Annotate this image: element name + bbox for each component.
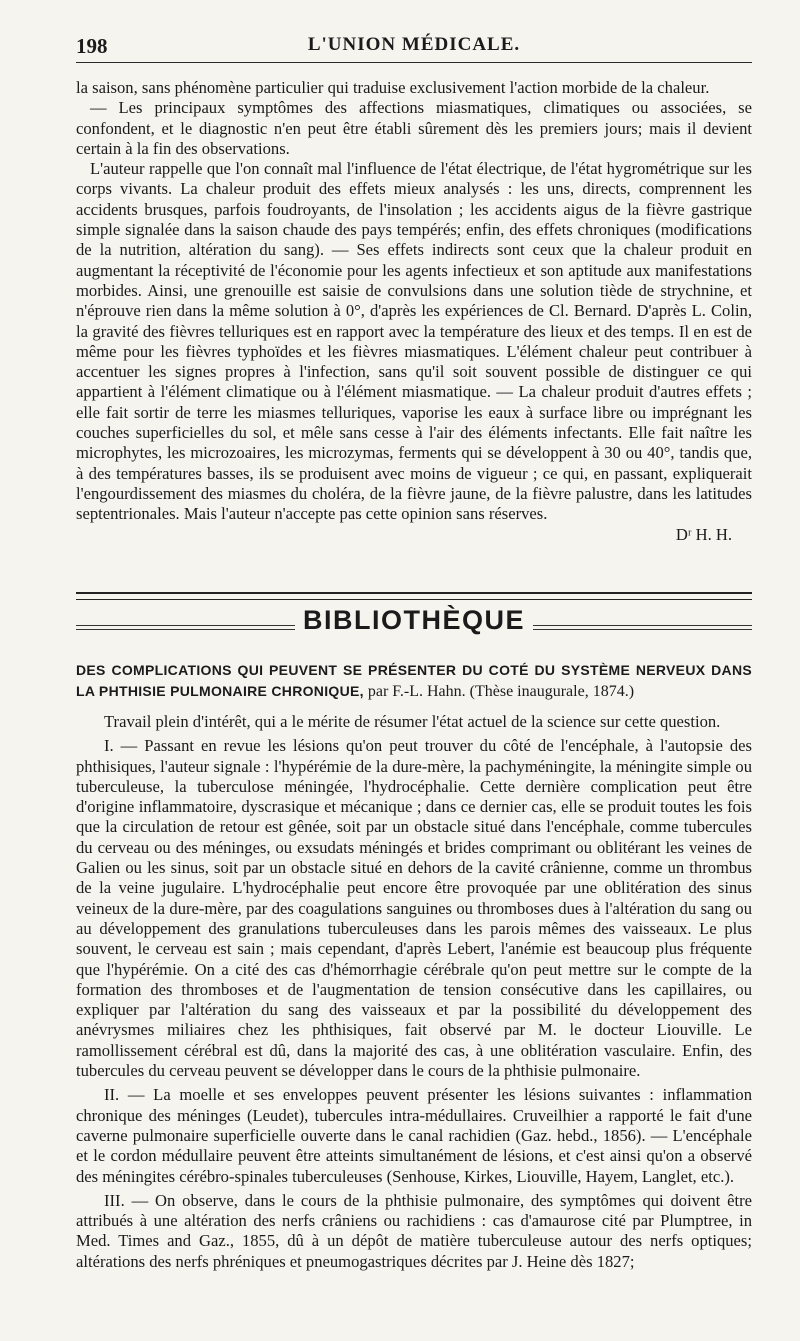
- paragraph: — Les principaux symptômes des affections miasmatiques, climatiques ou associées, se confondent, et le diagnostic n'en peut être établi sûrement dès les premiers jours; mais il devient certain à la fin des observations.: [76, 98, 752, 158]
- article-title: DES COMPLICATIONS QUI PEUVENT SE PRÉSENTER DU COTÉ DU SYSTÈME NERVEUX DANS LA PHTHISIE PULMONAIRE CHRONIQUE,: [76, 662, 752, 699]
- paragraph: I. — Passant en revue les lésions qu'on peut trouver du côté de l'encéphale, à l'autopsie des phthisiques, l'auteur signale : l'hypérémie de la dure-mère, la pachyméningite, la méningite simple ou tuberculeuse, la tuberculose méningée, l'hydrocéphalie. Cette dernière complication peut être d'origine inflammatoire, dyscrasique et mécanique ; dans ce dernier cas, elle se produit toutes les fois que la circulation de retour est gênée, soit par un obstacle situé dans l'encéphale, comme tubercules du cerveau ou des méninges, ou exsudats méningés et brides comprimant ou oblitérant les veines de Galien ou les sinus, soit par un obstacle situé en dehors de la cavité crânienne, comme un thrombus de la veine jugulaire. L'hydrocéphalie peut encore être provoquée par une oblitération des sinus veineux de la dure-mère, par des coagulations sanguines ou thromboses dues à l'altération du sang ou au développement des granulations tuberculeuses dans les parois mêmes des vaisseaux. Le plus souvent, le cerveau est sain ; mais cependant, d'après Lebert, l'anémie est beaucoup plus fréquente que l'hypérémie. On a cité des cas d'hémorrhagie cérébrale qu'on peut mettre sur le compte de la formation des thromboses et de l'augmentation de tension consécutive dans les capillaires, ou expliquer par l'altération du sang des vaisseaux et par la possibilité du développement des anévrysmes miliaires chez les phthisiques, fait observé par M. le docteur Liouville. Le ramollissement cérébral est dû, dans la majorité des cas, à une oblitération vasculaire. Enfin, des tubercules du cerveau peuvent se développer dans le cours de la phthisie pulmonaire.: [76, 736, 752, 1081]
- article-body: [76, 712, 752, 1272]
- section-banner: [76, 605, 752, 645]
- paragraph: L'auteur rappelle que l'on connaît mal l'influence de l'état électrique, de l'état hygrométrique sur les corps vivants. La chaleur produit des effets mieux analysés : les uns, directs, comprennent les accidents brusques, parfois foudroyants, de l'insolation ; les accidents aigus de la fièvre gastrique simple signalée dans la saison chaude des pays tempérés; enfin, des effets chroniques (modifications de la nutrition, altération du sang). — Ses effets indirects sont ceux que la chaleur produit en augmentant la réceptivité de l'économie pour les agents infectieux et son aptitude aux manifestations morbides. Ainsi, une grenouille est saisie de convulsions dans une solution tiède de strychnine, et n'éprouve rien dans la même solution à 0°, d'après les expériences de Cl. Bernard. D'après L. Colin, la gravité des fièvres telluriques est en rapport avec la température des lieux et des temps. Il en est de même pour les fièvres typhoïdes et les fièvres miasmatiques. L'élément chaleur peut contribuer à accentuer les signes propres à l'infection, sans qu'il soit souvent possible de distinguer ce qui appartient à l'élément climatique ou à l'élément miasmatique. — La chaleur produit d'autres effets ; elle fait sortir de terre les miasmes telluriques, vaporise les eaux à surface libre ou imprégnant les couches superficielles du sol, et mêle sans cesse à l'air des éléments infectants. Elle fait naître les microphytes, les microzoaires, les microzymas, ferments qui se développent à 30 ou 40°, tandis que, à des températures basses, ils se produisent avec moins de vigueur ; ce qui, en passant, expliquerait l'engourdissement des miasmes du choléra, de la fièvre jaune, de la fièvre palustre, dans les latitudes septentrionales. Mais l'auteur n'accepte pas cette opinion sans réserves.: [76, 159, 752, 524]
- page-header: [76, 32, 752, 63]
- section-title: [76, 605, 752, 636]
- paragraph: II. — La moelle et ses enveloppes peuvent présenter les lésions suivantes : inflammation chronique des méninges (Leudet), tubercules intra-médullaires. Cruveilhier a rapporté le fait d'une caverne pulmonaire superficielle ouverte dans le canal rachidien (Gaz. hebd., 1856). — L'encéphale et le cordon médullaire peuvent être atteints simultanément de lésions, et c'est ainsi qu'on a observé des méningites cérébro-spinales tuberculeuses (Senhouse, Kirkes, Liouville, Hayem, Langlet, etc.).: [76, 1085, 752, 1186]
- paragraph: la saison, sans phénomène particulier qui traduise exclusivement l'action morbide de la chaleur.: [76, 78, 710, 97]
- paragraph: III. — On observe, dans le cours de la phthisie pulmonaire, des symptômes qui doivent être attribués à une altération des nerfs crâniens ou rachidiens : cas d'amaurose cité par Plumptree, in Med. Times and Gaz., 1855, dû à un dépôt de matière tuberculeuse autour des nerfs optiques; altérations des nerfs phréniques et pneumogastriques décrites par J. Heine dès 1827;: [76, 1190, 752, 1271]
- running-title: L'UNION MÉDICALE.: [307, 34, 521, 55]
- section-title-text: BIBLIOTHÈQUE: [295, 605, 533, 635]
- signature: Dʳ H. H.: [675, 524, 732, 544]
- article-heading: [76, 660, 752, 702]
- continued-article: [76, 78, 752, 545]
- paragraph: Travail plein d'intérêt, qui a le mérite de résumer l'état actuel de la science sur cette question.: [104, 712, 721, 731]
- page-number: 198: [76, 34, 108, 58]
- section-divider: [76, 592, 752, 600]
- article-byline: par F.-L. Hahn. (Thèse inaugurale, 1874.): [363, 683, 635, 700]
